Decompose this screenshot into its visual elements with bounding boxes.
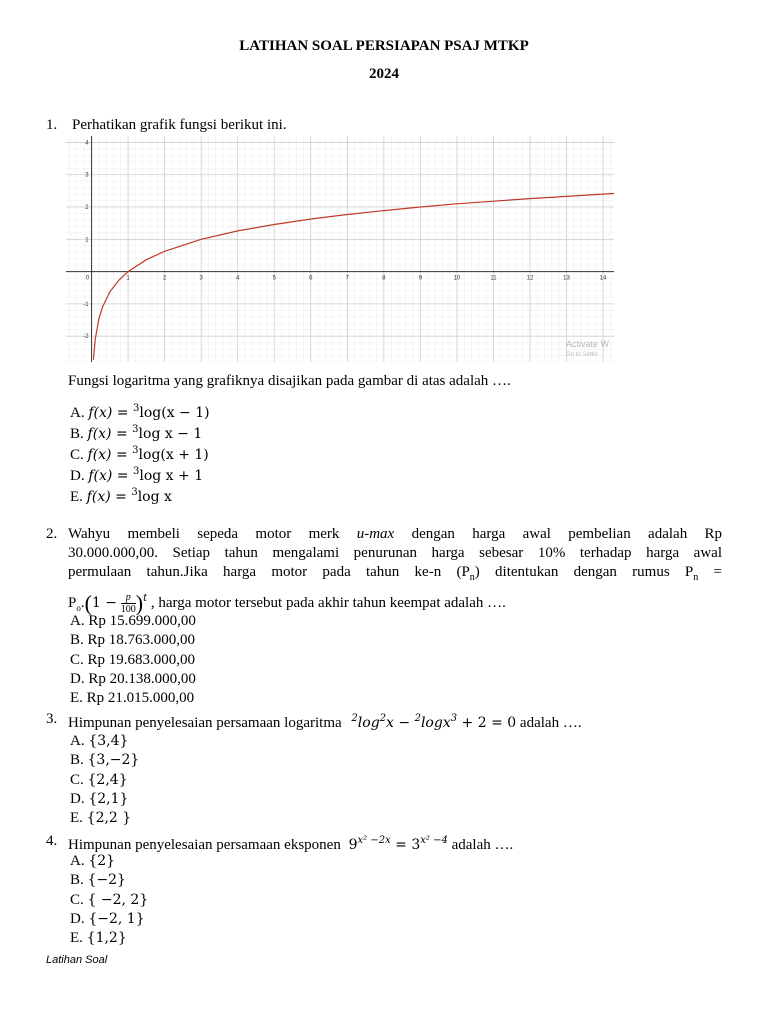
option-text: Rp 19.683.000,00 (87, 651, 196, 668)
option-label: D. (70, 910, 85, 927)
q1-prompt: Perhatikan grafik fungsi berikut ini. (72, 117, 287, 133)
y-tick-label: 1 (85, 237, 89, 244)
option-label: E. (70, 489, 83, 505)
q1-option-d: D. f(x) = $^3$log x + 1 (70, 466, 204, 484)
y-tick-label: -2 (83, 334, 89, 341)
option-label: B. (70, 872, 84, 889)
option-label: B. (70, 752, 84, 769)
option-label: E. (70, 690, 83, 707)
option-text: Rp 15.699.000,00 (88, 613, 196, 629)
q2-option-d (70, 670, 196, 688)
option-label: C. (70, 771, 84, 788)
q2-formula-line: $P_o.(1$ − $\frac{p}{100}$ )$^t$ , harga motor tersebut pada akhir tahun keempat adalah …. (68, 590, 506, 616)
x-tick-label: 8 (382, 275, 386, 282)
option-label: C. (70, 651, 84, 668)
q3-number: 3. (46, 711, 58, 727)
q2-option-b (70, 631, 195, 649)
q2-line3: permulaan tahun.Jika harga motor pada tahun ke-n $(P_n)$ ditentukan dengan rumus $P_n$ = (68, 564, 722, 583)
option-text: Rp 18.763.000,00 (87, 632, 196, 649)
x-tick-label: 1 (126, 275, 130, 282)
document-year: 2024 (369, 66, 399, 82)
x-tick-label: 14 (599, 275, 607, 282)
q1-number: 1. (46, 117, 58, 133)
option-label: A. (70, 733, 85, 749)
q1-question: Fungsi logaritma yang grafiknya disajikan pada gambar di atas adalah …. (68, 373, 511, 389)
x-tick-label: 13 (563, 275, 570, 282)
x-tick-label: 9 (418, 275, 423, 282)
option-text: {2,2 } (86, 810, 132, 827)
x-tick-label: 10 (453, 275, 461, 282)
y-tick-label: 3 (85, 172, 89, 179)
q1-option-e: E. f(x) = $^3$log x (70, 487, 172, 505)
footer-label: Latihan Soal (46, 954, 108, 966)
x-tick-label: 7 (345, 275, 349, 282)
q3-text: Himpunan penyelesaian persamaan logaritma $^2\log^2x - ^2\log x^3 + 2 = 0$ adalah …. (68, 713, 582, 731)
option-text: { −2, 2} (87, 891, 149, 908)
x-tick-label: 5 (272, 275, 276, 282)
x-tick-label: 3 (199, 275, 203, 282)
log-function-graph (66, 136, 614, 362)
option-label: C. (70, 891, 84, 908)
option-label: A. (70, 613, 85, 629)
option-text: {2,4} (87, 771, 128, 788)
q2-option-e (70, 689, 194, 707)
option-label: E. (70, 810, 83, 827)
x-tick-label: 6 (309, 275, 313, 282)
q1-option-c: C. f(x) = $^3$log(x + 1) (70, 445, 209, 463)
option-label: B. (70, 426, 84, 442)
x-tick-label: 0 (85, 275, 90, 282)
q2-option-c (70, 651, 195, 669)
q3-option-c (70, 771, 128, 789)
option-text: {3,4} (88, 733, 129, 749)
option-text: Rp 20.138.000,00 (88, 670, 196, 687)
q3-option-e (70, 809, 131, 827)
q1-option-a: A. f(x) = $^3$log(x − 1) (70, 403, 210, 421)
q4-option-d (70, 910, 145, 928)
x-tick-label: 2 (162, 275, 167, 282)
q3-option-d (70, 790, 128, 808)
q4-option-c (70, 891, 148, 909)
x-tick-label: 12 (526, 275, 534, 282)
q4-text: Himpunan penyelesaian persamaan eksponen $9^{x^2 -2x} = 3^{x^2 -4}$ adalah …. (68, 835, 514, 853)
option-label: D. (70, 790, 85, 807)
q2-line2: 30.000.000,00. Setiap tahun mengalami penurunan harga sebesar 10% terhadap harga awal (68, 545, 722, 561)
option-label: D. (70, 670, 85, 687)
y-tick-label: 2 (85, 205, 89, 212)
document-title: LATIHAN SOAL PERSIAPAN PSAJ MTKP (239, 38, 529, 54)
x-tick-label: 4 (236, 275, 240, 282)
q2-line1: Wahyu membeli sepeda motor merk u-max dengan harga awal pembelian adalah Rp (68, 526, 723, 542)
q3-option-b (70, 751, 139, 769)
option-text: {2,1} (88, 790, 129, 807)
option-text: {2} (88, 853, 116, 869)
option-text: Rp 21.015.000,00 (86, 690, 195, 707)
option-text: {3,−2} (87, 752, 140, 769)
option-label: C. (70, 447, 84, 463)
watermark-line2: Go to Settin (566, 352, 598, 358)
q3-option-a (70, 732, 128, 750)
option-text: {−2} (87, 872, 126, 889)
fraction-p-over-100: $\frac{p}{100}$ (120, 592, 136, 616)
option-text: {−2, 1} (88, 910, 145, 927)
option-label: A. (70, 853, 85, 869)
y-tick-label: -1 (83, 301, 89, 308)
q2-option-a (70, 612, 196, 630)
q4-number: 4. (46, 833, 58, 849)
q4-option-b (70, 871, 126, 889)
option-label: A. (70, 405, 85, 421)
q4-option-e (70, 929, 127, 947)
x-tick-label: 11 (490, 275, 497, 282)
q2-number: 2. (46, 526, 58, 542)
q1-option-b: B. f(x) = $^3$log x − 1 (70, 424, 203, 442)
option-text: {1,2} (86, 930, 127, 947)
y-tick-label: 4 (85, 140, 89, 147)
watermark-line1: Activate W (566, 339, 610, 349)
q4-option-a (70, 852, 115, 870)
option-label: D. (70, 468, 85, 484)
option-label: E. (70, 930, 83, 947)
option-label: B. (70, 632, 84, 649)
